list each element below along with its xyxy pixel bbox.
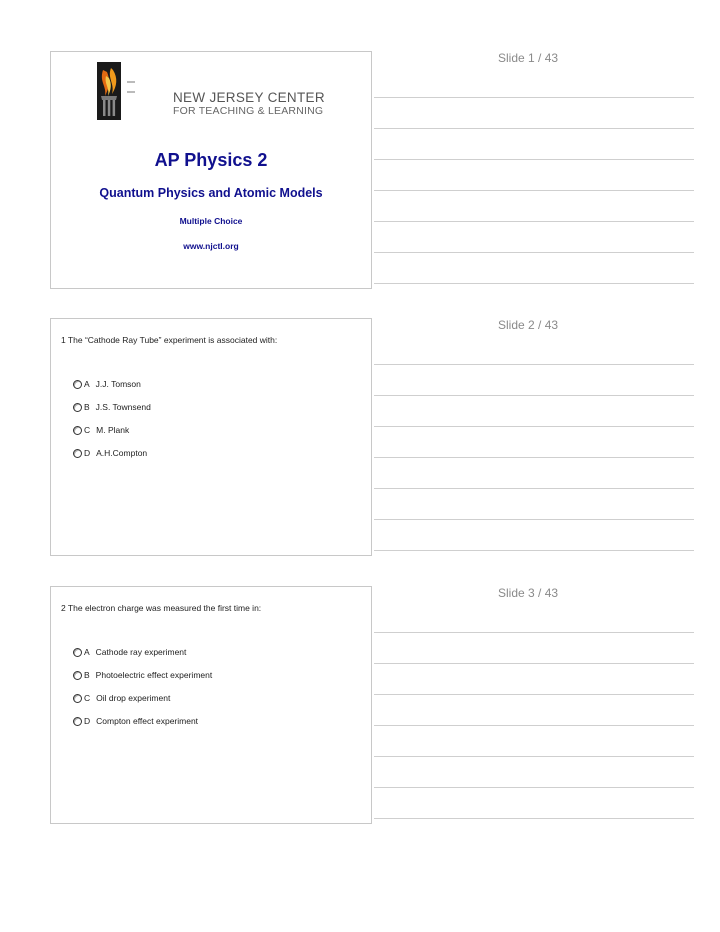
option-b[interactable] xyxy=(73,401,151,413)
course-title: AP Physics 2 xyxy=(154,150,268,170)
slide-2-label: Slide 2 / 43 xyxy=(498,318,559,332)
note-line xyxy=(374,550,694,551)
option-d[interactable] xyxy=(73,447,147,459)
slide-2 xyxy=(50,318,372,556)
njctl-logo xyxy=(97,62,325,120)
note-line xyxy=(374,663,694,664)
slide-1 xyxy=(50,51,372,289)
option-text: A.H.Compton xyxy=(96,448,148,458)
option-letter: C xyxy=(84,425,91,435)
note-line xyxy=(374,818,694,819)
option-b[interactable] xyxy=(73,669,212,681)
logo-text-line2: FOR TEACHING & LEARNING xyxy=(173,105,324,117)
note-line xyxy=(374,97,694,98)
option-text: M. Plank xyxy=(96,425,130,435)
note-line xyxy=(374,426,694,427)
question-text: 1 The “Cathode Ray Tube” experiment is associated with: xyxy=(61,335,278,345)
option-letter: D xyxy=(84,448,91,458)
radio-button[interactable] xyxy=(73,694,82,703)
option-text: J.J. Tomson xyxy=(95,379,141,389)
option-letter: B xyxy=(84,402,90,412)
slide-1-label: Slide 1 / 43 xyxy=(498,51,559,65)
note-line xyxy=(374,159,694,160)
note-line xyxy=(374,519,694,520)
note-line xyxy=(374,252,694,253)
note-line xyxy=(374,221,694,222)
section-title: Multiple Choice xyxy=(179,216,243,226)
option-letter: D xyxy=(84,716,91,726)
note-line xyxy=(374,787,694,788)
note-line xyxy=(374,190,694,191)
radio-button[interactable] xyxy=(73,717,82,726)
radio-button[interactable] xyxy=(73,380,82,389)
slide-3-label: Slide 3 / 43 xyxy=(498,586,559,600)
note-line xyxy=(374,395,694,396)
note-line xyxy=(374,632,694,633)
note-line xyxy=(374,283,694,284)
radio-button[interactable] xyxy=(73,648,82,657)
note-line xyxy=(374,756,694,757)
note-line xyxy=(374,694,694,695)
flame-pillar-icon xyxy=(97,62,169,120)
note-line xyxy=(374,364,694,365)
option-letter: A xyxy=(84,647,90,657)
option-text: J.S. Townsend xyxy=(95,402,151,412)
question-text: 2 The electron charge was measured the first time in: xyxy=(61,603,262,613)
option-a[interactable] xyxy=(73,378,141,390)
option-letter: A xyxy=(84,379,90,389)
logo-text-line1: NEW JERSEY CENTER xyxy=(173,90,325,105)
note-line xyxy=(374,457,694,458)
note-line xyxy=(374,488,694,489)
radio-button[interactable] xyxy=(73,671,82,680)
radio-button[interactable] xyxy=(73,449,82,458)
option-text: Cathode ray experiment xyxy=(95,647,187,657)
option-letter: C xyxy=(84,693,91,703)
option-letter: B xyxy=(84,670,90,680)
option-text: Compton effect experiment xyxy=(96,716,199,726)
option-d[interactable] xyxy=(73,715,198,727)
unit-title: Quantum Physics and Atomic Models xyxy=(99,186,323,200)
option-a[interactable] xyxy=(73,646,186,658)
option-c[interactable] xyxy=(73,424,129,436)
radio-button[interactable] xyxy=(73,426,82,435)
radio-button[interactable] xyxy=(73,403,82,412)
option-text: Oil drop experiment xyxy=(96,693,171,703)
note-line xyxy=(374,725,694,726)
website-link[interactable]: www.njctl.org xyxy=(183,241,239,251)
slide-3 xyxy=(50,586,372,824)
option-text: Photoelectric effect experiment xyxy=(95,670,213,680)
option-c[interactable] xyxy=(73,692,170,704)
note-line xyxy=(374,128,694,129)
